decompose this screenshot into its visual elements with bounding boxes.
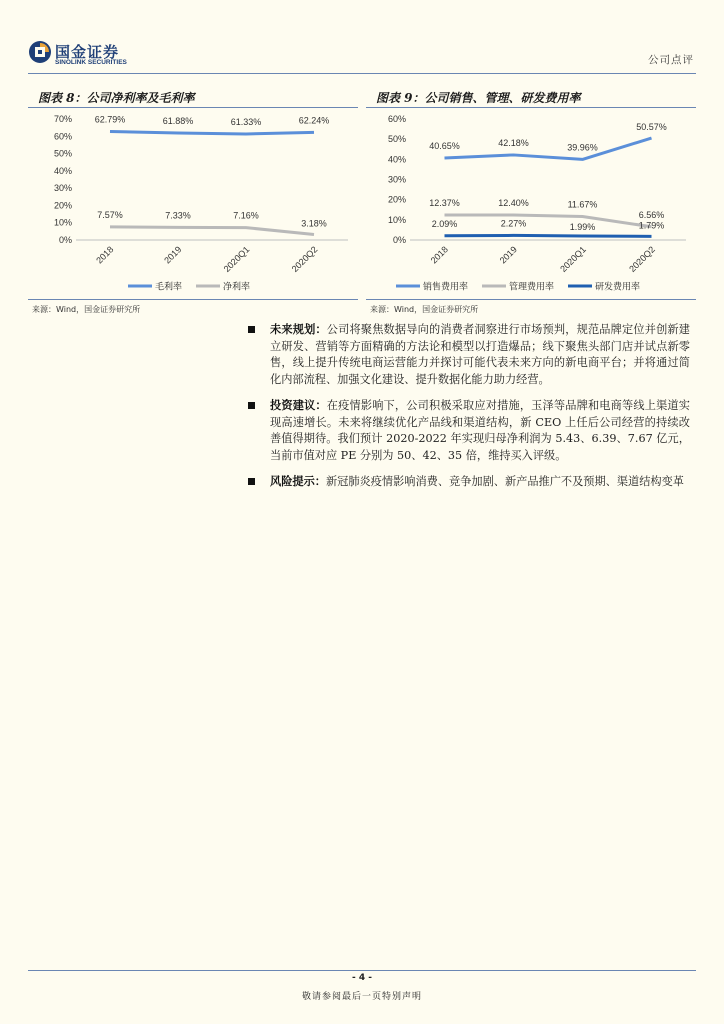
- data-label: 42.18%: [498, 137, 529, 148]
- y-tick-label: 40%: [53, 165, 72, 176]
- legend-label: 毛利率: [155, 281, 183, 292]
- x-tick-label: 2019: [162, 244, 184, 266]
- x-tick-label: 2018: [94, 244, 116, 266]
- data-label: 2.09%: [431, 218, 458, 229]
- series-line: [110, 227, 314, 235]
- y-tick-label: 0%: [392, 235, 406, 245]
- series-line: [445, 138, 652, 159]
- report-type-label: 公司点评: [648, 54, 694, 66]
- data-label: 39.96%: [567, 142, 598, 153]
- bullet-text: 公司将聚焦数据导向的消费者洞察进行市场预判，规范品牌定位并创新建立研发、营销等方面精确的方法论和模型以打造爆品；线下聚焦头部门店并试点新零售，线上提升传统电商运营能力并探讨可能代表未来方向的新电商平台；并将通过简化内部流程、加强文化建设、提升数据化能力助力经营。: [270, 323, 690, 386]
- bullet-risk-warning: [246, 474, 690, 491]
- data-label: 1.79%: [638, 220, 665, 231]
- data-label: 12.37%: [429, 198, 460, 209]
- data-label: 7.33%: [165, 210, 191, 221]
- figure-9-source: 来源：Wind，国金证券研究所: [370, 305, 479, 314]
- legend-label: 管理费用率: [509, 281, 555, 292]
- y-tick-label: 10%: [53, 217, 72, 228]
- y-tick-label: 20%: [53, 200, 72, 211]
- y-tick-label: 40%: [387, 154, 406, 165]
- data-label: 40.65%: [429, 141, 460, 152]
- x-tick-label: 2020Q2: [289, 244, 320, 275]
- data-label: 1.99%: [569, 221, 596, 232]
- page-number: - 4 -: [352, 973, 372, 983]
- y-tick-label: 30%: [53, 183, 72, 194]
- series-line: [110, 131, 314, 134]
- bullet-square-icon: [248, 402, 255, 409]
- chart-net-gross-margin: [28, 110, 358, 300]
- chart-expense-ratios: [366, 110, 696, 300]
- y-tick-label: 30%: [387, 174, 406, 185]
- series-line: [445, 235, 652, 236]
- series-line: [445, 215, 652, 227]
- page-header: [28, 40, 696, 74]
- data-label: 6.56%: [638, 209, 665, 220]
- bullet-text: 新冠肺炎疫情影响消费、竞争加剧、新产品推广不及预期、渠道结构变革: [325, 475, 684, 488]
- data-label: 12.40%: [498, 197, 529, 208]
- bullet-paragraph: [270, 322, 690, 388]
- bullet-label: 未来规划：: [270, 323, 327, 336]
- data-label: 62.24%: [298, 115, 330, 126]
- y-tick-label: 70%: [53, 114, 72, 124]
- bullet-text: 在疫情影响下，公司积极采取应对措施，玉泽等品牌和电商等线上渠道实现高速增长。未来将继续优化产品线和渠道结构，新 CEO 上任后公司经营的持续改善值得期待。我们预计 2020-2022 年实现归母净利润为 5.43、6.39、7.67 亿元，当前市值对应 PE 分别为 50、42、35 倍，维持买入评级。: [270, 399, 690, 462]
- y-tick-label: 0%: [58, 235, 72, 245]
- figure-8-title: 图表 8：公司净利率及毛利率: [28, 86, 358, 108]
- footer-divider: [28, 970, 696, 971]
- bullet-investment-advice: [246, 398, 690, 464]
- brand-name-en: SINOLINK SECURITIES: [55, 59, 127, 66]
- figure-8-source: 来源：Wind，国金证券研究所: [32, 305, 141, 314]
- bullet-square-icon: [248, 478, 255, 485]
- bullet-square-icon: [248, 326, 255, 333]
- sinolink-logo-icon: [28, 40, 52, 64]
- company-logo: [28, 40, 138, 70]
- x-tick-label: 2020Q2: [627, 244, 657, 275]
- x-tick-label: 2019: [497, 244, 519, 266]
- y-tick-label: 20%: [387, 194, 406, 205]
- figure-9-divider: [366, 299, 696, 300]
- bullet-future-plan: [246, 322, 690, 388]
- bullet-label: 投资建议：: [270, 399, 327, 412]
- figure-8: [28, 86, 358, 314]
- data-label: 3.18%: [301, 218, 327, 229]
- analysis-bullets: [246, 322, 690, 501]
- x-tick-label: 2020Q1: [558, 244, 588, 275]
- data-label: 11.67%: [567, 199, 598, 210]
- figure-9-title: 图表 9：公司销售、管理、研发费用率: [366, 86, 696, 108]
- footer-disclaimer: 敬请参阅最后一页特别声明: [301, 992, 422, 1002]
- x-tick-label: 2018: [428, 244, 450, 266]
- brand-name-cn: 国金证券: [55, 43, 120, 61]
- bullet-label: 风险提示：: [270, 475, 326, 488]
- bullet-paragraph: [270, 474, 690, 491]
- data-label: 61.88%: [162, 116, 194, 127]
- data-label: 62.79%: [94, 114, 126, 125]
- bullet-paragraph: [270, 398, 690, 464]
- y-tick-label: 60%: [53, 131, 72, 142]
- y-tick-label: 60%: [387, 114, 406, 124]
- figure-8-divider: [28, 299, 358, 300]
- data-label: 7.57%: [97, 209, 123, 220]
- legend-label: 研发费用率: [595, 281, 641, 292]
- legend-label: 净利率: [223, 281, 251, 292]
- y-tick-label: 10%: [387, 214, 406, 225]
- data-label: 7.16%: [233, 210, 259, 221]
- y-tick-label: 50%: [387, 134, 406, 145]
- data-label: 61.33%: [230, 116, 262, 127]
- data-label: 50.57%: [636, 122, 667, 133]
- x-tick-label: 2020Q1: [221, 244, 252, 275]
- data-label: 2.27%: [500, 218, 527, 229]
- figure-9: [366, 86, 696, 314]
- y-tick-label: 50%: [53, 148, 72, 159]
- legend-label: 销售费用率: [423, 281, 469, 292]
